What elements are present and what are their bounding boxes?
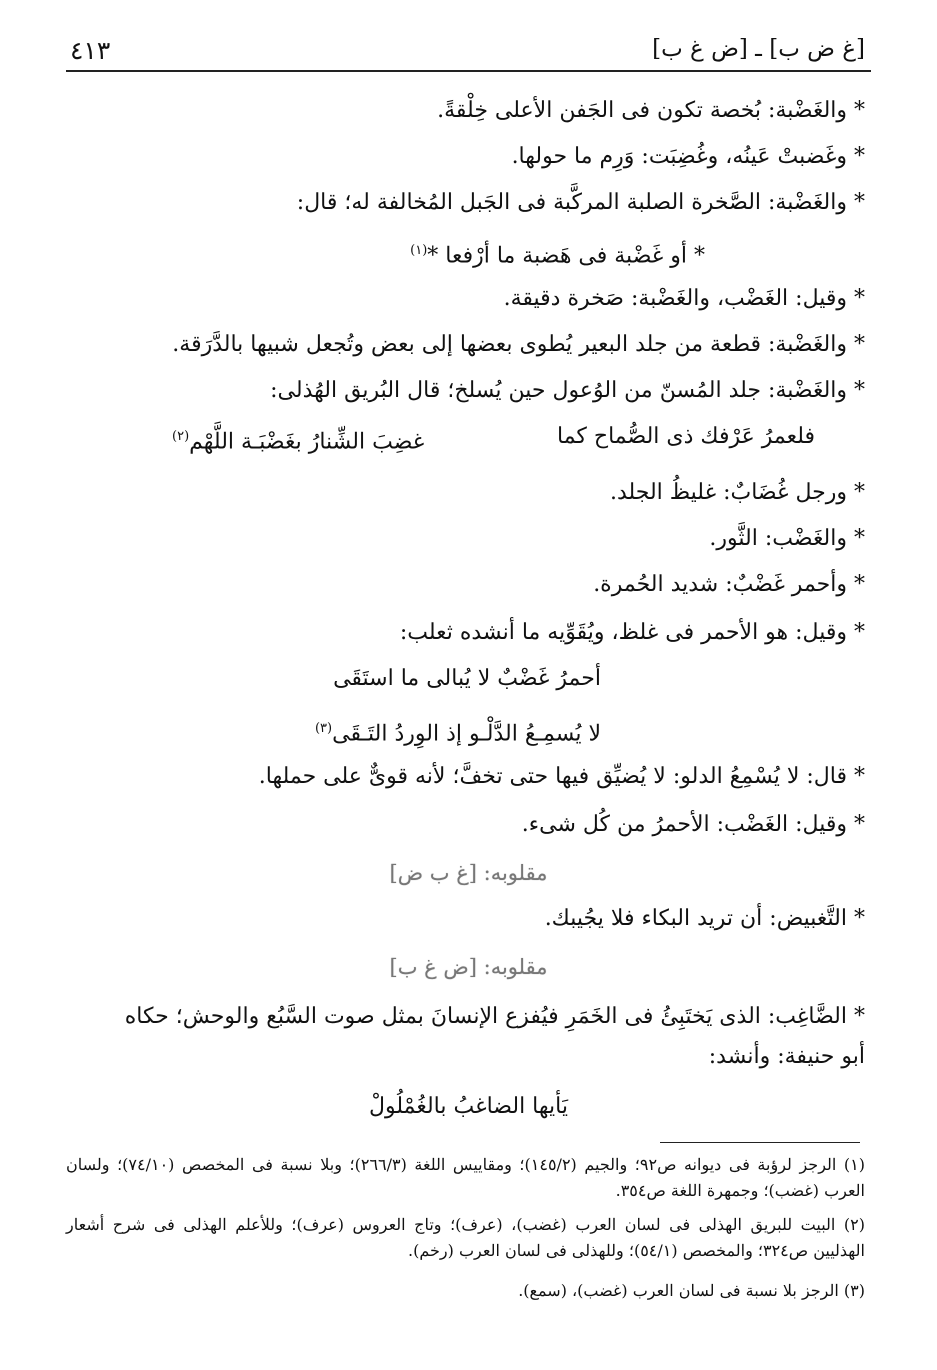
verse-1 — [410, 234, 705, 273]
verse-2-hemistich-left — [172, 420, 424, 459]
entry-line-9: * وأحمر غَضْبٌ: شديد الحُمرة. — [593, 572, 865, 597]
footnote-marker-1: (١) — [410, 243, 428, 258]
entry-line-11: * قال: لا يُسْمِعُ الدلو: لا يُضيِّق فيها حتى تخفَّ؛ لأنه قوىٌّ على حملها. — [258, 764, 865, 789]
running-title: [غ ض ب] ـ [ض غ ب] — [652, 36, 865, 62]
section-head-2 — [0, 952, 937, 982]
verse-2-left-text: غضِبَ الشِّنارُ بغَضْبَـة اللَّهْم — [189, 429, 425, 455]
entry-line-6: * والغَضْبة: جلد المُسنّ من الوُعول حين يُسلخ؛ قال البُريق الهُذلى: — [270, 378, 865, 403]
section-head-2-text: مقلوبه: [ض غ ب] — [389, 955, 548, 979]
verse-3-line-1: أحمرُ غَضْبٌ لا يُبالى ما استَقَى — [333, 666, 601, 691]
verse-4: يَأيها الضاغبُ بالغُمْلُولْ — [369, 1094, 568, 1119]
section-head-1 — [0, 858, 937, 888]
entry-line-12: * وقيل: الغَضْب: الأحمرُ من كُل شىء. — [521, 812, 865, 837]
section-head-1-text: مقلوبه: [غ ب ض] — [389, 861, 548, 885]
footnote-3: (٣) الرجز بلا نسبة فى لسان العرب (غضب)، (سمع). — [518, 1281, 865, 1300]
entry-line-4: * وقيل: الغَضْب، والغَضْبة: صَخرة دقيقة. — [503, 286, 865, 311]
footnote-2: (٢) البيت للبريق الهذلى فى لسان العرب (غضب)، (عرف)؛ وتاج العروس (عرف)؛ وللأعلم الهذلى فى شرح أشعار الهذليين ص٣٢٤؛ والمخصص (٥٤/١)؛ وللهذلى فى لسان العرب (رخم). — [66, 1215, 865, 1260]
verse-1-text: * أو غَضْبة فى هَضبة ما أرْفعا * — [427, 243, 705, 269]
footnote-rule — [660, 1142, 860, 1143]
entry-line-7: * ورجل غُضَابٌ: غليظُ الجلد. — [609, 480, 865, 505]
entry-line-14: * الضَّاغِب: الذى يَختَبِئُ فى الخَمَرِ فيُفزع الإنسانَ بمثل صوت السَّبُع والوحش؛ حكاه — [124, 1004, 865, 1029]
header-rule — [66, 70, 871, 72]
verse-2-hemistich-right: فلعمرُ عَرْفك ذى الصُّماح كما — [557, 424, 815, 449]
verse-3-line-2 — [315, 712, 601, 751]
verse-3-text: لا يُسمِـعُ الدَّلْـو إذ الوِردُ التَـقَى — [332, 721, 601, 747]
entry-line-1: * والغَضْبة: بُخصة تكون فى الجَفن الأعلى خِلْقةً. — [437, 98, 865, 123]
footnote-1: (١) الرجز لرؤبة فى ديوانه ص٩٢؛ والجيم (١٤٥/٢)؛ ومقاييس اللغة (٢٦٦/٣)؛ وبلا نسبة فى المخصص (٧٤/١٠)؛ ولسان العرب (غضب)؛ وجمهرة اللغة ص٣٥٤. — [66, 1155, 866, 1200]
entry-line-15: أبو حنيفة: وأنشد: — [708, 1044, 865, 1069]
entry-line-8: * والغَضْب: الثَّور. — [709, 526, 865, 551]
footnote-marker-2: (٢) — [172, 429, 190, 444]
entry-line-2: * وغَضبتْ عَينُه، وغُضِبَت: وَرِم ما حولها. — [511, 144, 865, 169]
footnote-marker-3: (٣) — [314, 721, 333, 736]
entry-line-10: * وقيل: هو الأحمر فى غلظ، ويُقَوِّيه ما أنشده ثعلب: — [399, 620, 865, 645]
entry-line-13: * التَّغبيض: أن تريد البكاء فلا يجُيبك. — [544, 906, 865, 931]
entry-line-3: * والغَضْبة: الصَّخرة الصلبة المركَّبة فى الجَبل المُخالفة له؛ قال: — [296, 190, 865, 215]
page-number: ٤١٣ — [70, 36, 111, 65]
entry-line-5: * والغَضْبة: قطعة من جلد البعير يُطوى بعضها إلى بعض وتُجعل شبيها بالدَّرَقة. — [172, 332, 865, 357]
